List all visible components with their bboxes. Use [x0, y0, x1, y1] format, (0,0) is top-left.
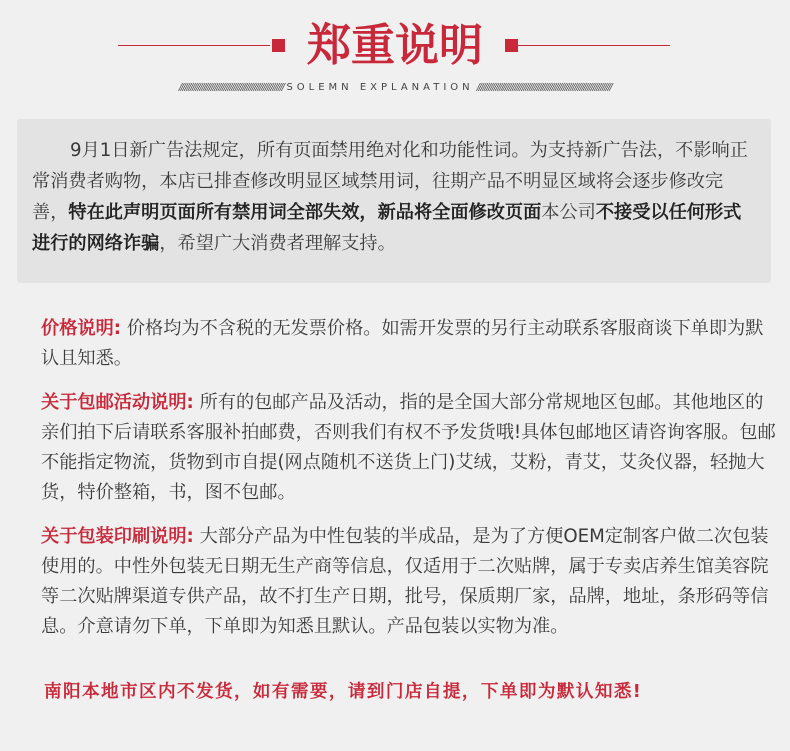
- slash-decoration-left: ////////////////////////////////////////////////////////: [178, 82, 284, 93]
- notice-bold-text: 不接受以任何形式进行的网络诈骗: [32, 202, 742, 254]
- final-notice: 南阳本地市区内不发货，如有需要，请到门店自提，下单即为默认知悉!: [44, 682, 643, 702]
- subtitle-text: SOLEMN EXPLANATION: [286, 82, 474, 93]
- section-price: [41, 314, 781, 374]
- page-subtitle: [0, 82, 790, 93]
- section-label: 关于包邮活动说明:: [41, 392, 194, 413]
- notice-text: 9月1日新广告法规定，所有页面禁用绝对化和功能性词。为支持新广告法，不影响正常消费者购物，本店已排查修改明显区域禁用词，往期产品不明显区域将会逐步修改完善，: [32, 140, 748, 223]
- square-bullet-icon: [505, 39, 518, 52]
- slash-decoration-right: ////////////////////////////////////////////////////////////////////////: [476, 82, 612, 93]
- decorative-line-right: [518, 45, 670, 46]
- section-free-shipping: [41, 388, 781, 508]
- notice-bold-text: 特在此声明页面所有禁用词全部失效，新品将全面修改页面: [68, 202, 542, 223]
- section-packaging: [41, 522, 781, 642]
- notice-text: 本公司: [541, 202, 596, 223]
- section-label: 价格说明:: [41, 318, 122, 339]
- section-text: 所有的包邮产品及活动，指的是全国大部分常规地区包邮。其他地区的亲们拍下后请联系客服补拍邮费，否则我们有权不予发货哦!具体包邮地区请咨询客服。包邮不能指定物流，货物到市自提(网点随机不送货上门)艾绒，艾粉，青艾，艾灸仪器，轻抛大货，特价整箱，书，图不包邮。: [41, 392, 776, 503]
- page-title: 郑重说明: [307, 20, 483, 71]
- section-text: 价格均为不含税的无发票价格。如需开发票的另行主动联系客服商谈下单即为默认且知悉。: [41, 318, 764, 369]
- header: [0, 18, 790, 74]
- notice-box: [17, 119, 771, 283]
- decorative-line-left: [118, 45, 270, 46]
- square-bullet-icon: [272, 39, 285, 52]
- notice-text: ，希望广大消费者理解支持。: [159, 233, 396, 254]
- section-label: 关于包装印刷说明:: [41, 526, 194, 547]
- section-text: 大部分产品为中性包装的半成品，是为了方便OEM定制客户做二次包装使用的。中性外包装无日期无生产商等信息，仅适用于二次贴牌，属于专卖店养生馆美容院等二次贴牌渠道专供产品，故不打生产日期，批号，保质期厂家，品牌，地址，条形码等信息。介意请勿下单，下单即为知悉且默认。产品包装以实物为准。: [41, 526, 769, 637]
- explanation-sections: [41, 314, 781, 656]
